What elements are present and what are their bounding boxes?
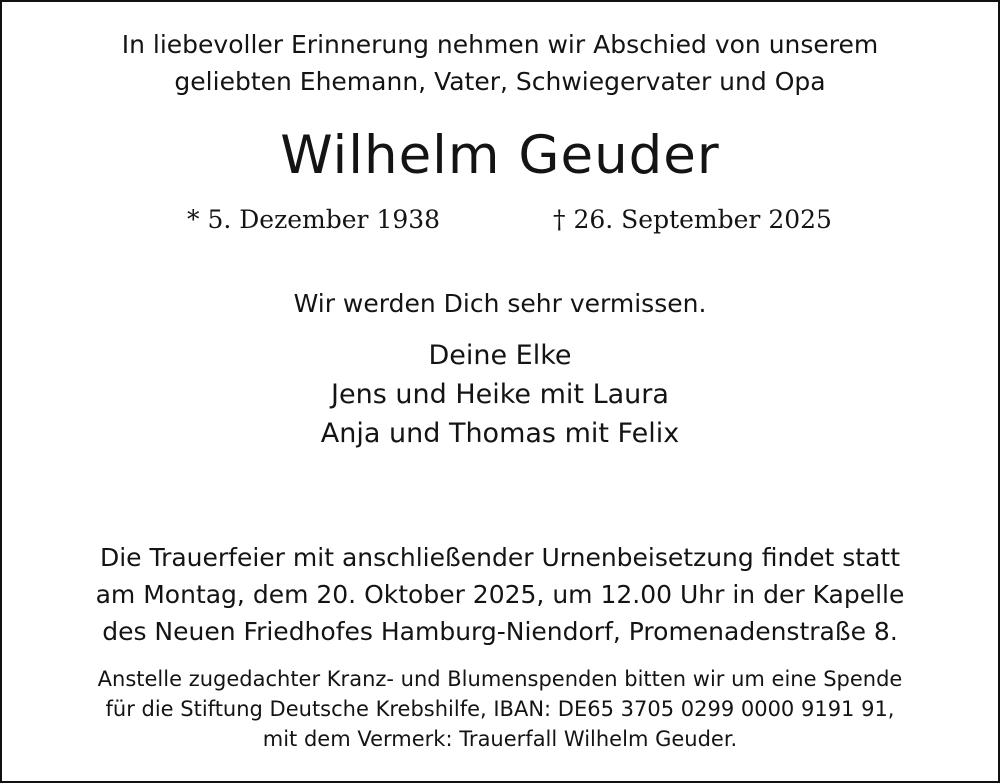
donation-line: für die Stiftung Deutsche Krebshilfe, IBAN: DE65 3705 0299 0000 9191 91, bbox=[105, 697, 895, 721]
family-signature bbox=[0, 336, 1000, 453]
donation-line: mit dem Vermerk: Trauerfall Wilhelm Geuder. bbox=[262, 727, 738, 751]
ceremony-line: am Montag, dem 20. Oktober 2025, um 12.00 Uhr in der Kapelle bbox=[95, 580, 905, 609]
death-date: † 26. September 2025 bbox=[553, 205, 832, 234]
intro-line: geliebten Ehemann, Vater, Schwiegervater und Opa bbox=[174, 67, 826, 96]
intro-text bbox=[0, 26, 1000, 100]
ceremony-line: Die Trauerfeier mit anschließender Urnenbeisetzung findet statt bbox=[99, 543, 901, 572]
ceremony-line: des Neuen Friedhofes Hamburg-Niendorf, Promenadenstraße 8. bbox=[102, 617, 898, 646]
farewell-text: Wir werden Dich sehr vermissen. bbox=[293, 289, 707, 318]
donation-line: Anstelle zugedachter Kranz- und Blumenspenden bitten wir um eine Spende bbox=[97, 667, 903, 691]
intro-line: In liebevoller Erinnerung nehmen wir Abschied von unserem bbox=[121, 30, 879, 59]
family-member-line: Deine Elke bbox=[428, 340, 572, 371]
family-member-line: Jens und Heike mit Laura bbox=[331, 379, 669, 410]
family-member-line: Anja und Thomas mit Felix bbox=[320, 418, 680, 449]
deceased-name: Wilhelm Geuder bbox=[280, 125, 720, 186]
ceremony-info bbox=[0, 539, 1000, 650]
birth-date: * 5. Dezember 1938 bbox=[187, 205, 441, 234]
donation-info bbox=[0, 664, 1000, 754]
